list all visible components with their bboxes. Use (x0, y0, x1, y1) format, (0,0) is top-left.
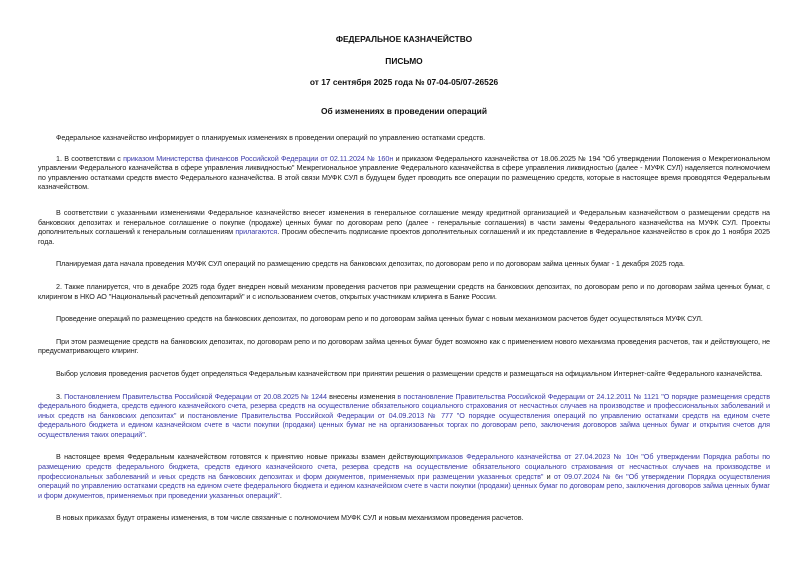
paragraph-4: 2. Также планируется, что в декабре 2025 года будет внедрен новый механизм проведения расчетов при размещении средств на банковских депозитах, по договорам репо и по договорам займа ценных бумаг, с клирингом в НКО АО "Национальный расчетный депозитарий" и с использованием счетов, открытых участникам клиринга в Банке России. (38, 281, 770, 301)
paragraph-8-text-d: . (144, 429, 147, 439)
paragraph-8-text-c: и (176, 410, 188, 420)
link-resolution-1121[interactable]: в постановление Правительства Российской Федерации от 24.12.2011 № 1121 "О порядке размещения средств федерального бюджета, средств единого казначейского счета, резерва средств на осуществление обязательного социального страхования от несчастных случаев на производстве и профессиональных заболеваний и иных средств на банковских депозитах" (38, 391, 771, 420)
paragraph-1-text-b: и приказом Федерального казначейства от 18.06.2025 № 194 "Об утверждении Положения о Межрегиональном управлении Федерального казначейства в сфере управления ликвидностью" Межрегиональное управление Федерального казначейства в сфере управления ликвидностью (далее - МУФК СУЛ) наделяется полномочием по управлению остатками средств вместо Федерального казначейства. В этой связи МУФК СУЛ в будущем будет проводить все операции по размещению средств, которые в настоящее время проводятся Федеральным казначейством. (38, 153, 770, 192)
paragraph-2-text-b: . Просим обеспечить подписание проектов дополнительных соглашений и их представление в Федеральное казначейство в срок до 1 ноября 2025 года. (38, 227, 770, 246)
paragraph-2 (38, 208, 770, 246)
paragraph-9-text-b: и (543, 471, 554, 481)
link-resolution-1244[interactable]: Постановлением Правительства Российской Федерации от 20.08.2025 № 1244 (64, 391, 327, 401)
document-subject: Об изменениях в проведении операций (321, 106, 487, 116)
paragraph-8 (38, 392, 770, 440)
paragraph-9-text-a: В настоящее время Федеральным казначейством готовятся к принятию новые приказы взамен действующих (56, 452, 434, 462)
paragraph-5: Проведение операций по размещению средств на банковских депозитах, по договорам репо и по договорам займа ценных бумаг с новым механизмом расчетов будет осуществляться МУФК СУЛ. (56, 314, 703, 324)
link-order-6n[interactable]: от 09.07.2024 № 6н "Об утверждении Порядка осуществления операций по управлению остатками средств на едином счете федерального бюджета и едином казначейском счете в части покупки (продажи) ценных бумаг по договорам репо, заключения договоров займа ценных бумаг и форм документов, применяемых при проведении указанных операций" (38, 471, 771, 500)
link-minfin-order-160n[interactable]: приказом Министерства финансов Российской Федерации от 02.11.2024 № 160н (123, 153, 394, 163)
paragraph-8-text-a: 3. (56, 391, 65, 401)
paragraph-1-text-a: 1. В соответствии с (56, 153, 124, 163)
paragraph-9-text-c: . (279, 490, 282, 500)
paragraph-10: В новых приказах будут отражены изменения, в том числе связанные с полномочием МУФК СУЛ и новым механизмом проведения расчетов. (56, 513, 524, 523)
paragraph-8-text-b: внесены изменения (326, 391, 398, 401)
link-order-10n[interactable]: приказов Федерального казначейства от 27.04.2023 № 10н "Об утверждении Порядка работы по размещению средств федерального бюджета, средств единого казначейского счета, резерва средств на осуществление обязательного социального страхования от несчастных случаев на производстве и профессиональных заболеваний и иных средств на банковских депозитах и форм документов, применяемых при размещении указанных средств" (38, 452, 770, 481)
document-date-number: от 17 сентября 2025 года № 07-04-05/07-26526 (309, 77, 499, 87)
agency-title: ФЕДЕРАЛЬНОЕ КАЗНАЧЕЙСТВО (335, 34, 473, 44)
paragraph-7: Выбор условия проведения расчетов будет определяться Федеральным казначейством при принятии решения о размещении средств и размещаться на официальном Интернет-сайте Федерального казначейства. (56, 368, 763, 378)
paragraph-2-text-a: В соответствии с указанными изменениями Федеральное казначейство внесет изменения в генеральное соглашение между кредитной организацией и Федеральным казначейством о размещении средств на банковских депозитах и генеральное соглашение о покупке (продаже) ценных бумаг по договорам репо (далее - генеральные соглашения) в части замены Федерального казначейства на МУФК СУЛ. Проекты дополнительных соглашений к генеральным соглашениям (38, 207, 770, 237)
document (38, 34, 770, 523)
paragraph-intro: Федеральное казначейство информирует о планируемых изменениях в проведении операций по управлению остатками средств. (56, 133, 486, 142)
paragraph-9 (38, 452, 770, 500)
paragraph-6: При этом размещение средств на банковских депозитах, по договорам репо и по договорам займа ценных бумаг будет возможно как с применением нового механизма проведения расчетов, так и действующего, не предусматривающего клиринг. (38, 336, 770, 356)
document-type: ПИСЬМО (385, 56, 423, 66)
paragraph-1 (38, 154, 770, 192)
paragraph-3: Планируемая дата начала проведения МУФК СУЛ операций по размещению средств на банковских депозитах, по договорам репо и по договорам займа ценных бумаг - 1 декабря 2025 года. (56, 259, 685, 269)
link-attachments[interactable]: прилагаются (235, 227, 278, 237)
link-resolution-777[interactable]: постановление Правительства Российской Федерации от 04.09.2013 № 777 "О порядке осуществления операций по управлению остатками средств на едином счете федерального бюджета и едином казначейском счете в части покупки (продажи) ценных бумаг не на организованных торгах по договорам репо, заключения договоров займа ценных бумаг и открытия счетов для осуществления таких операций" (38, 410, 770, 439)
